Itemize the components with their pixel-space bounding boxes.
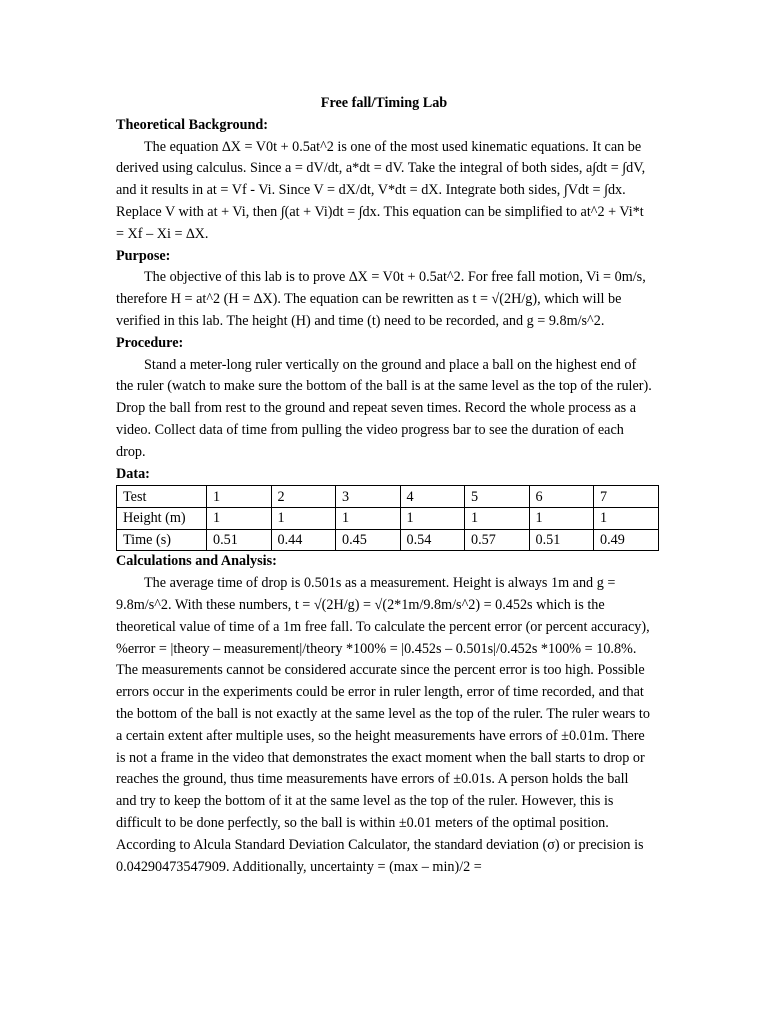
- table-cell: 1: [207, 508, 272, 530]
- analysis-paragraph: The average time of drop is 0.501s as a measurement. Height is always 1m and g = 9.8m/s^2. With these numbers, t = √(2H/g) = √(2*1m/9.8m/s^2) = 0.452s which is the theoretical value of time of a 1m free fall. To calculate the percent error (or percent accuracy), %error = |theory – measurement|/theory *100% = |0.452s – 0.501s|/0.452s *100% = 10.8%. The measurements cannot be considered accurate since the percent error is too high. Possible errors occur in the experiments could be error in ruler length, error of time recorded, and that the bottom of the ball is not exactly at the same level as the top of the ruler. The ruler wears to a certain extent after multiple uses, so the height measurements have errors of ±0.01m. There is not a frame in the video that demonstrates the exact moment when the ball starts to drop or reaches the ground, thus time measurements have errors of ±0.01s. A person holds the ball and try to keep the bottom of it at the same level as the top of the ruler. However, this is difficult to be done perfectly, so the ball is within ±0.01 meters of the optimal position. According to Alcula Standard Deviation Calculator, the standard deviation (σ) or precision is 0.04290473547909. Additionally, uncertainty = (max – min)/2 =: [116, 575, 650, 875]
- table-cell: 0.49: [594, 529, 659, 551]
- table-cell: 6: [529, 486, 594, 508]
- table-row-header-cell: Time (s): [117, 529, 207, 551]
- background-paragraph: The equation ∆X = V0t + 0.5at^2 is one of the most used kinematic equations. It can be derived using calculus. Since a = dV/dt, a*dt = dV. Take the integral of both sides, a∫dt = ∫dV, and it results in at = Vf - Vi. Since V = dX/dt, V*dt = dX. Integrate both sides, ∫Vdt = ∫dx. Replace V with at + Vi, then ∫(at + Vi)dt = ∫dx. This equation can be simplified to at^2 + Vi*t = Xf – Xi = ∆X.: [116, 138, 646, 242]
- table-cell: 0.51: [207, 529, 272, 551]
- purpose-heading: Purpose:: [116, 247, 171, 264]
- data-table: [116, 485, 659, 551]
- table-cell: 0.45: [336, 529, 401, 551]
- table-cell: 0.51: [529, 529, 594, 551]
- table-cell: 7: [594, 486, 659, 508]
- document-page: [116, 93, 652, 878]
- procedure-heading: Procedure:: [116, 334, 184, 351]
- table-cell: 0.54: [400, 529, 465, 551]
- analysis-heading: Calculations and Analysis:: [116, 553, 277, 570]
- table-cell: 1: [529, 508, 594, 530]
- table-cell: 1: [207, 486, 272, 508]
- table-row-header-cell: Height (m): [117, 508, 207, 530]
- table-cell: 1: [400, 508, 465, 530]
- table-cell: 4: [400, 486, 465, 508]
- background-heading: Theoretical Background:: [116, 116, 268, 133]
- table-row: [117, 486, 659, 508]
- table-cell: 1: [465, 508, 530, 530]
- table-cell: 2: [271, 486, 336, 508]
- purpose-paragraph: The objective of this lab is to prove ∆X = V0t + 0.5at^2. For free fall motion, Vi = 0m/s, therefore H = at^2 (H = ∆X). The equation can be rewritten as t = √(2H/g), which will be verified in this lab. The height (H) and time (t) need to be recorded, and g = 9.8m/s^2.: [116, 269, 646, 329]
- table-cell: 1: [336, 508, 401, 530]
- table-row-header-cell: Test: [117, 486, 207, 508]
- table-cell: 0.57: [465, 529, 530, 551]
- document-title: Free fall/Timing Lab: [320, 95, 448, 111]
- table-cell: 5: [465, 486, 530, 508]
- table-cell: 1: [594, 508, 659, 530]
- table-row: [117, 508, 659, 530]
- table-cell: 3: [336, 486, 401, 508]
- procedure-paragraph: Stand a meter-long ruler vertically on the ground and place a ball on the highest end of the ruler (watch to make sure the bottom of the ball is at the same level as the top of the ruler). Drop the ball from rest to the ground and repeat seven times. Record the whole process as a video. Collect data of time from pulling the video progress bar to see the duration of each drop.: [116, 356, 652, 460]
- table-cell: 1: [271, 508, 336, 530]
- data-heading: Data:: [116, 465, 150, 482]
- table-cell: 0.44: [271, 529, 336, 551]
- table-row: [117, 529, 659, 551]
